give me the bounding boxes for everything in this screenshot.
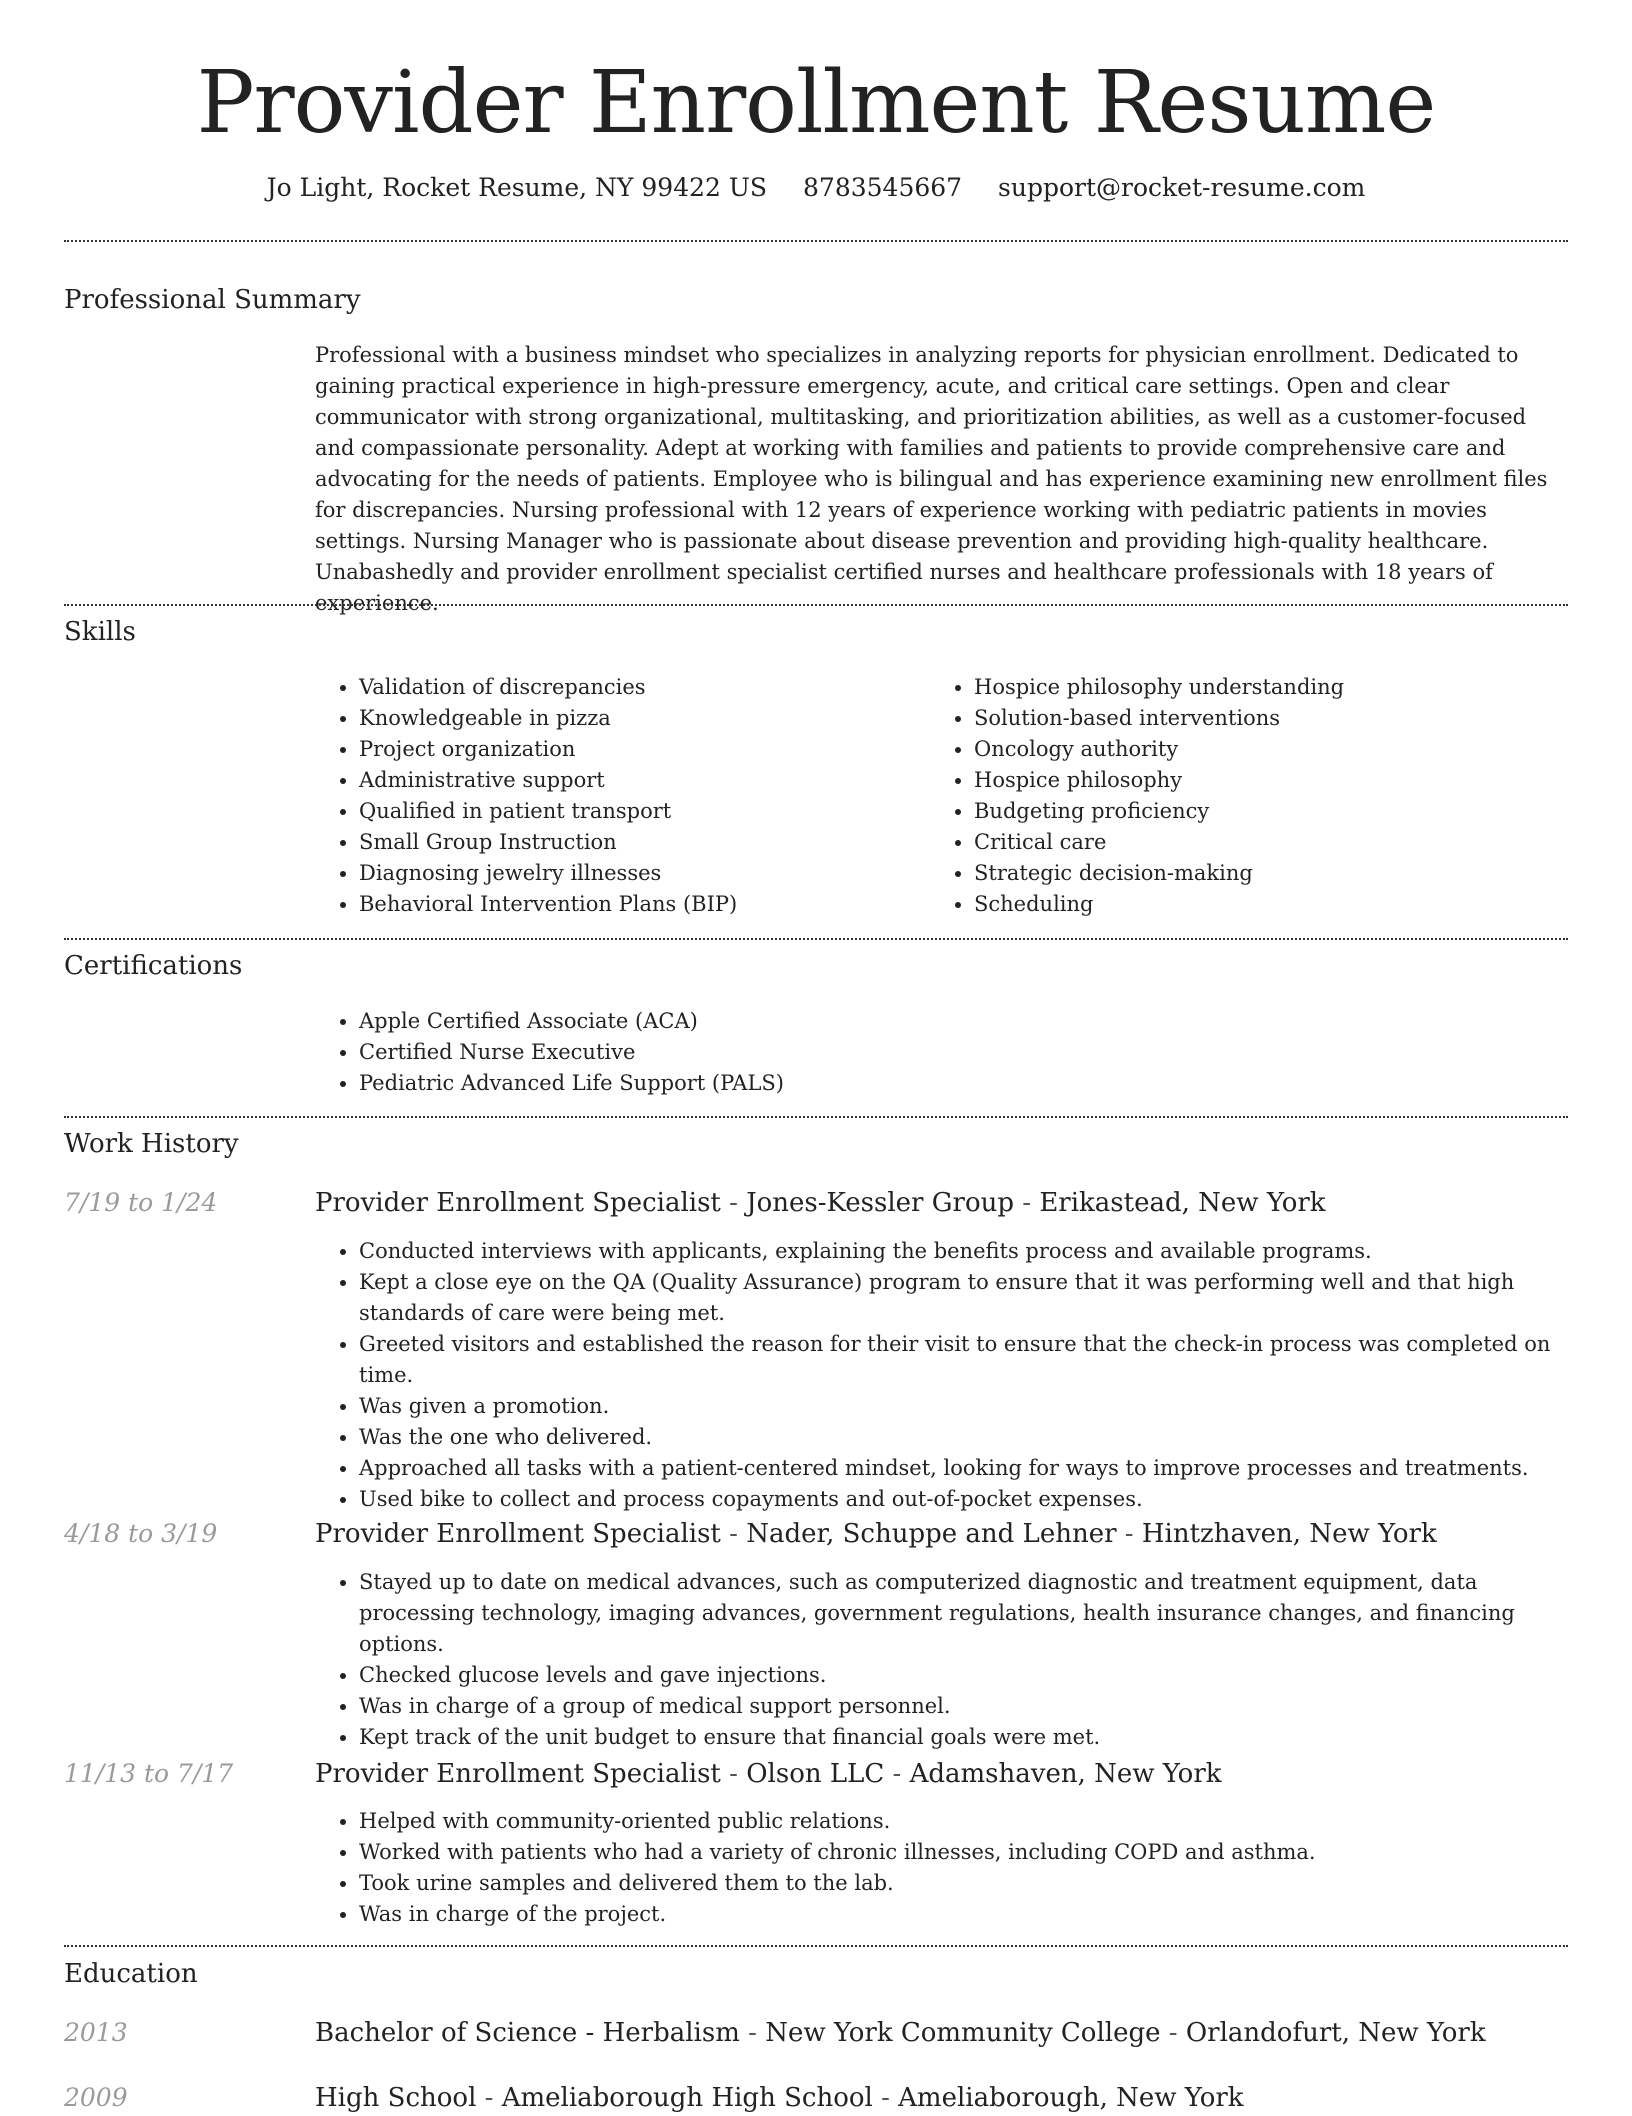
certification-item: • Apple Certified Associate (ACA) — [359, 1006, 1568, 1037]
skill-item: • Critical care — [974, 827, 1550, 858]
education-entry: Bachelor of Science - Herbalism - New York Community College - Orlandofurt, New York — [315, 2018, 1486, 2048]
job-bullets — [315, 1567, 1568, 1753]
skill-item: • Project organization — [359, 734, 935, 765]
job-bullet: • Greeted visitors and established the reason for their visit to ensure that the check-in process was completed on time. — [359, 1329, 1568, 1391]
skill-item: • Oncology authority — [974, 734, 1550, 765]
section-title-work-history: Work History — [64, 1129, 239, 1159]
section-title-skills: Skills — [64, 617, 136, 647]
job-heading: Provider Enrollment Specialist - Nader, Schuppe and Lehner - Hintzhaven, New York — [315, 1519, 1437, 1549]
skill-item: • Scheduling — [974, 889, 1550, 920]
job-bullets — [315, 1236, 1568, 1515]
skill-item: • Hospice philosophy — [974, 765, 1550, 796]
page-title: Provider Enrollment Resume — [196, 53, 1436, 153]
job-bullet: • Was in charge of a group of medical support personnel. — [359, 1691, 1568, 1722]
divider — [64, 604, 1568, 606]
certification-item: • Certified Nurse Executive — [359, 1037, 1568, 1068]
section-title-certifications: Certifications — [64, 951, 243, 981]
skill-item: • Behavioral Intervention Plans (BIP) — [359, 889, 935, 920]
job-bullet: • Kept a close eye on the QA (Quality Assurance) program to ensure that it was performing well and that high standards of care were being met. — [359, 1267, 1568, 1329]
job-bullet: • Helped with community-oriented public relations. — [359, 1806, 1568, 1837]
job-bullet: • Stayed up to date on medical advances, such as computerized diagnostic and treatment equipment, data processing technology, imaging advances, government regulations, health insurance changes, and financing options. — [359, 1567, 1568, 1660]
job-company: Olson LLC — [746, 1759, 885, 1789]
certifications-list — [315, 1006, 1568, 1099]
job-dates: 11/13 to 7/17 — [64, 1759, 234, 1788]
job-title: Provider Enrollment Specialist — [315, 1188, 721, 1218]
skill-item: • Strategic decision-making — [974, 858, 1550, 889]
section-title-summary: Professional Summary — [64, 285, 361, 315]
education-location: Orlandofurt, New York — [1185, 2018, 1486, 2048]
job-bullet: • Worked with patients who had a variety of chronic illnesses, including COPD and asthma. — [359, 1837, 1568, 1868]
section-title-education: Education — [64, 1959, 198, 1989]
skill-item: • Solution-based interventions — [974, 703, 1550, 734]
summary-text: Professional with a business mindset who specializes in analyzing reports for physician enrollment. Dedicated to gaining practical experience in high-pressure emergency, acute, and critical care settings. Open and clear communicator with strong organizational, multitasking, and prioritization abilities, as well as a customer-focused and compassionate personality. Adept at working with families and patients to provide comprehensive care and advocating for the needs of patients. Employee who is bilingual and has experience examining new enrollment files for discrepancies. Nursing professional with 12 years of experience working with pediatric patients in movies settings. Nursing Manager who is passionate about disease prevention and providing high-quality healthcare. Unabashedly and provider enrollment specialist certified nurses and healthcare professionals with 18 years of experience. — [315, 343, 1548, 615]
skill-item: • Validation of discrepancies — [359, 672, 935, 703]
skill-item: • Knowledgeable in pizza — [359, 703, 935, 734]
job-bullet: • Took urine samples and delivered them to the lab. — [359, 1868, 1568, 1899]
skills-column-left — [315, 672, 935, 920]
contact-email: support@rocket-resume.com — [998, 173, 1366, 202]
skill-item: • Hospice philosophy understanding — [974, 672, 1550, 703]
divider — [64, 1945, 1568, 1947]
education-entry: High School - Ameliaborough High School - Ameliaborough, New York — [315, 2083, 1244, 2113]
job-location: Erikastead, New York — [1039, 1188, 1326, 1218]
education-year: 2009 — [64, 2083, 128, 2112]
skill-item: • Small Group Instruction — [359, 827, 935, 858]
contact-phone: 8783545667 — [803, 173, 963, 202]
divider — [64, 938, 1568, 940]
divider — [64, 1116, 1568, 1118]
skill-item: • Administrative support — [359, 765, 935, 796]
job-bullet: • Kept track of the unit budget to ensure that financial goals were met. — [359, 1722, 1568, 1753]
job-title: Provider Enrollment Specialist — [315, 1759, 721, 1789]
skills-column-right — [930, 672, 1550, 920]
divider — [64, 240, 1568, 242]
job-bullets — [315, 1806, 1568, 1930]
skill-item: • Budgeting proficiency — [974, 796, 1550, 827]
contact-line — [64, 168, 1568, 208]
job-bullet: • Conducted interviews with applicants, explaining the benefits process and available programs. — [359, 1236, 1568, 1267]
certification-item: • Pediatric Advanced Life Support (PALS) — [359, 1068, 1568, 1099]
education-year: 2013 — [64, 2018, 128, 2047]
education-school: New York Community College — [765, 2018, 1161, 2048]
job-bullet: • Used bike to collect and process copayments and out-of-pocket expenses. — [359, 1484, 1568, 1515]
job-bullet: • Was given a promotion. — [359, 1391, 1568, 1422]
summary-content — [315, 340, 1568, 619]
job-dates: 4/18 to 3/19 — [64, 1519, 218, 1548]
job-bullet: • Approached all tasks with a patient-centered mindset, looking for ways to improve processes and treatments. — [359, 1453, 1568, 1484]
job-company: Jones-Kessler Group — [746, 1188, 1014, 1218]
education-location: Ameliaborough, New York — [898, 2083, 1244, 2113]
job-location: Hintzhaven, New York — [1141, 1519, 1437, 1549]
job-heading: Provider Enrollment Specialist - Jones-Kessler Group - Erikastead, New York — [315, 1188, 1326, 1218]
job-heading: Provider Enrollment Specialist - Olson LLC - Adamshaven, New York — [315, 1759, 1222, 1789]
job-company: Nader, Schuppe and Lehner — [746, 1519, 1117, 1549]
job-dates: 7/19 to 1/24 — [64, 1188, 218, 1217]
job-bullet: • Was in charge of the project. — [359, 1899, 1568, 1930]
job-bullet: • Checked glucose levels and gave injections. — [359, 1660, 1568, 1691]
skill-item: • Diagnosing jewelry illnesses — [359, 858, 935, 889]
education-degree: High School — [315, 2083, 477, 2113]
job-bullet: • Was the one who delivered. — [359, 1422, 1568, 1453]
job-title: Provider Enrollment Specialist — [315, 1519, 721, 1549]
contact-address: Jo Light, Rocket Resume, NY 99422 US — [266, 173, 768, 202]
skill-item: • Qualified in patient transport — [359, 796, 935, 827]
education-degree: Bachelor of Science - Herbalism — [315, 2018, 740, 2048]
education-school: Ameliaborough High School — [501, 2083, 873, 2113]
job-location: Adamshaven, New York — [909, 1759, 1222, 1789]
